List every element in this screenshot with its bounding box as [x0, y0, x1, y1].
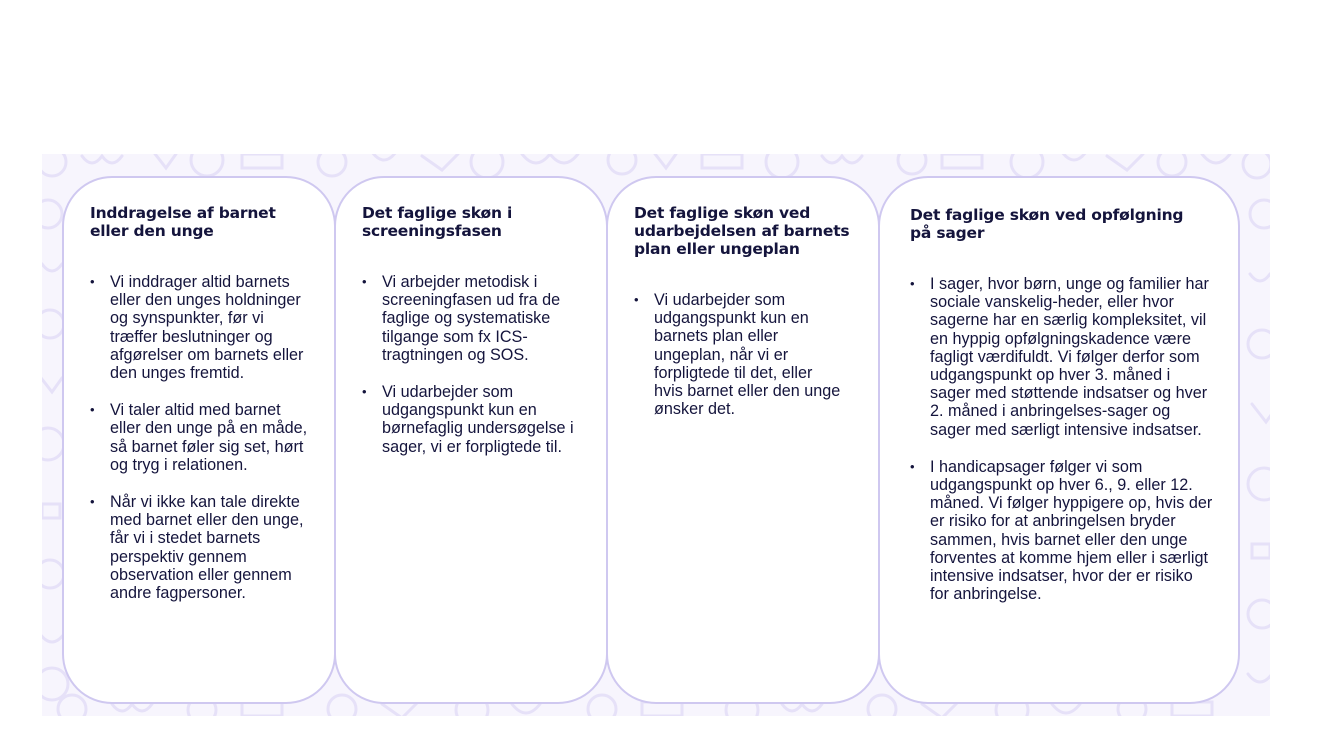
bullet-list — [910, 275, 1214, 603]
card-inddragelse — [62, 176, 336, 704]
card-opfoelgning — [878, 176, 1240, 704]
card-title: Det faglige skøn ved opfølgning på sager — [910, 206, 1184, 242]
card-screening — [334, 176, 608, 704]
list-item: • Vi arbejder metodisk i screeningfasen ud fra de faglige og systematiske tilgange som fx ICS-tragtningen og SOS. — [362, 273, 588, 364]
card-barnets-plan — [606, 176, 880, 704]
card-title: Inddragelse af barnet eller den unge — [90, 204, 276, 240]
list-item: • Vi taler altid med barnet eller den unge på en måde, så barnet føler sig set, hørt og tryg i relationen. — [90, 401, 314, 474]
list-item: • I sager, hvor børn, unge og familier har sociale vanskelig-heder, eller hvor sagerne har en særlig kompleksitet, vil en hyppig opfølgningskadence være fagligt værdifuldt. Vi følger derfor som udgangspunkt op hver 3. måned i sager med støttende indsatser og hver 2. måned i anbringelses-sager og sager med særligt intensive indsatser. — [910, 275, 1214, 439]
list-item: • Vi udarbejder som udgangspunkt kun en barnets plan eller ungeplan, når vi er forpligtede til det, eller hvis barnet eller den unge ønsker det. — [634, 291, 844, 418]
card-title: Det faglige skøn ved udarbejdelsen af barnets plan eller ungeplan — [634, 204, 850, 258]
card-title: Det faglige skøn i screeningsfasen — [362, 204, 513, 240]
bullet-list — [634, 291, 860, 418]
list-item: • Vi inddrager altid barnets eller den unges holdninger og synspunkter, før vi træffer beslutninger og afgørelser om barnets eller den unges fremtid. — [90, 273, 314, 382]
bullet-list — [90, 273, 314, 602]
list-item: • Vi udarbejder som udgangspunkt kun en børnefaglig undersøgelse i sager, vi er forpligtede til. — [362, 383, 588, 456]
list-item: • I handicapsager følger vi som udgangspunkt op hver 6., 9. eller 12. måned. Vi følger hyppigere op, hvis der er risiko for at anbringelsen bryder sammen, hvis barnet eller den unge forventes at komme hjem eller i særligt intensive indsatser, hvor der er risiko for anbringelse. — [910, 458, 1214, 604]
list-item: • Når vi ikke kan tale direkte med barnet eller den unge, får vi i stedet barnets perspektiv gennem observation eller gennem andre fagpersoner. — [90, 493, 314, 602]
bullet-list — [362, 273, 588, 456]
